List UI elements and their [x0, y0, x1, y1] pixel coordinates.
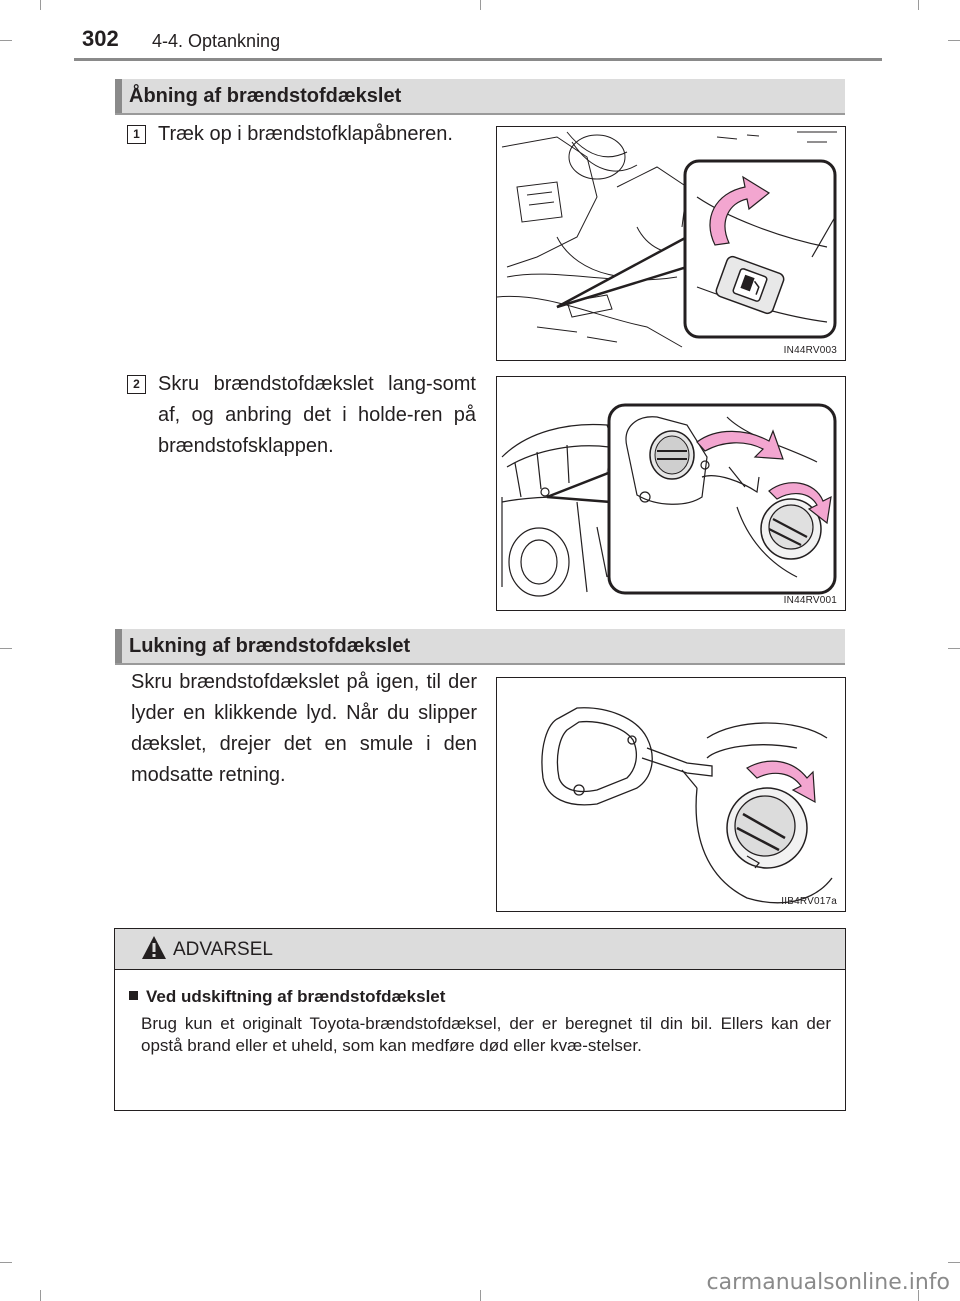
- step-1-text: Træk op i brændstofklapåbneren.: [158, 123, 453, 145]
- bullet-square-icon: [129, 991, 138, 1000]
- figure-fuel-door-opener: [496, 126, 846, 361]
- heading-accent-bar: [115, 629, 122, 663]
- warning-subtitle-text: Ved udskiftning af brændstofdækslet: [146, 987, 446, 1006]
- warning-box: [114, 928, 846, 1111]
- figure-code: IIB4RV017a: [781, 896, 837, 907]
- figure-code: IN44RV001: [783, 595, 837, 606]
- crop-mark: [0, 648, 12, 649]
- crop-mark: [480, 1290, 481, 1301]
- figure-remove-fuel-cap: [496, 376, 846, 611]
- watermark: carmanualsonline.info: [706, 1270, 950, 1295]
- warning-triangle-icon: [141, 935, 167, 961]
- crop-mark: [480, 0, 481, 10]
- crop-mark: [0, 1262, 12, 1263]
- crop-mark: [948, 40, 960, 41]
- crop-mark: [948, 1262, 960, 1263]
- crop-mark: [0, 40, 12, 41]
- closing-text: Skru brændstofdækslet på igen, til der lyder en klikkende lyd. Når du slipper dækslet, drejer det en smule i den modsatte retning.: [131, 671, 477, 786]
- heading-accent-bar: [115, 79, 122, 113]
- step-2-text: Skru brændstofdækslet lang-somt af, og anbring det i holde-ren på brændstofsklappen.: [158, 373, 476, 457]
- warning-text: Brug kun et originalt Toyota-brændstofdæksel, der er beregnet til din bil. Ellers kan der opstå brand eller et uheld, som kan medføre død eller kvæ-stelser.: [141, 1014, 831, 1055]
- crop-mark: [948, 648, 960, 649]
- crop-mark: [40, 1290, 41, 1301]
- figure-code: IN44RV003: [783, 345, 837, 356]
- crop-mark: [918, 0, 919, 10]
- step-number-2: 2: [127, 375, 146, 394]
- page-number: 302: [82, 26, 119, 51]
- warning-subtitle: [129, 987, 445, 1007]
- header-divider: [74, 58, 882, 61]
- step-number-1: 1: [127, 125, 146, 144]
- warning-header: [115, 929, 845, 970]
- section-title: Lukning af brændstofdækslet: [129, 635, 411, 657]
- figure-close-fuel-cap: [496, 677, 846, 912]
- section-heading-closing: [115, 629, 845, 665]
- dashboard-illustration: [497, 127, 845, 360]
- fuel-cap-close-illustration: [497, 678, 845, 911]
- section-heading-opening: [115, 79, 845, 115]
- crop-mark: [40, 0, 41, 10]
- warning-label: ADVARSEL: [173, 939, 273, 960]
- fuel-cap-illustration: [497, 377, 845, 610]
- section-title: Åbning af brændstofdækslet: [129, 85, 402, 107]
- chapter-title: 4-4. Optankning: [152, 31, 281, 51]
